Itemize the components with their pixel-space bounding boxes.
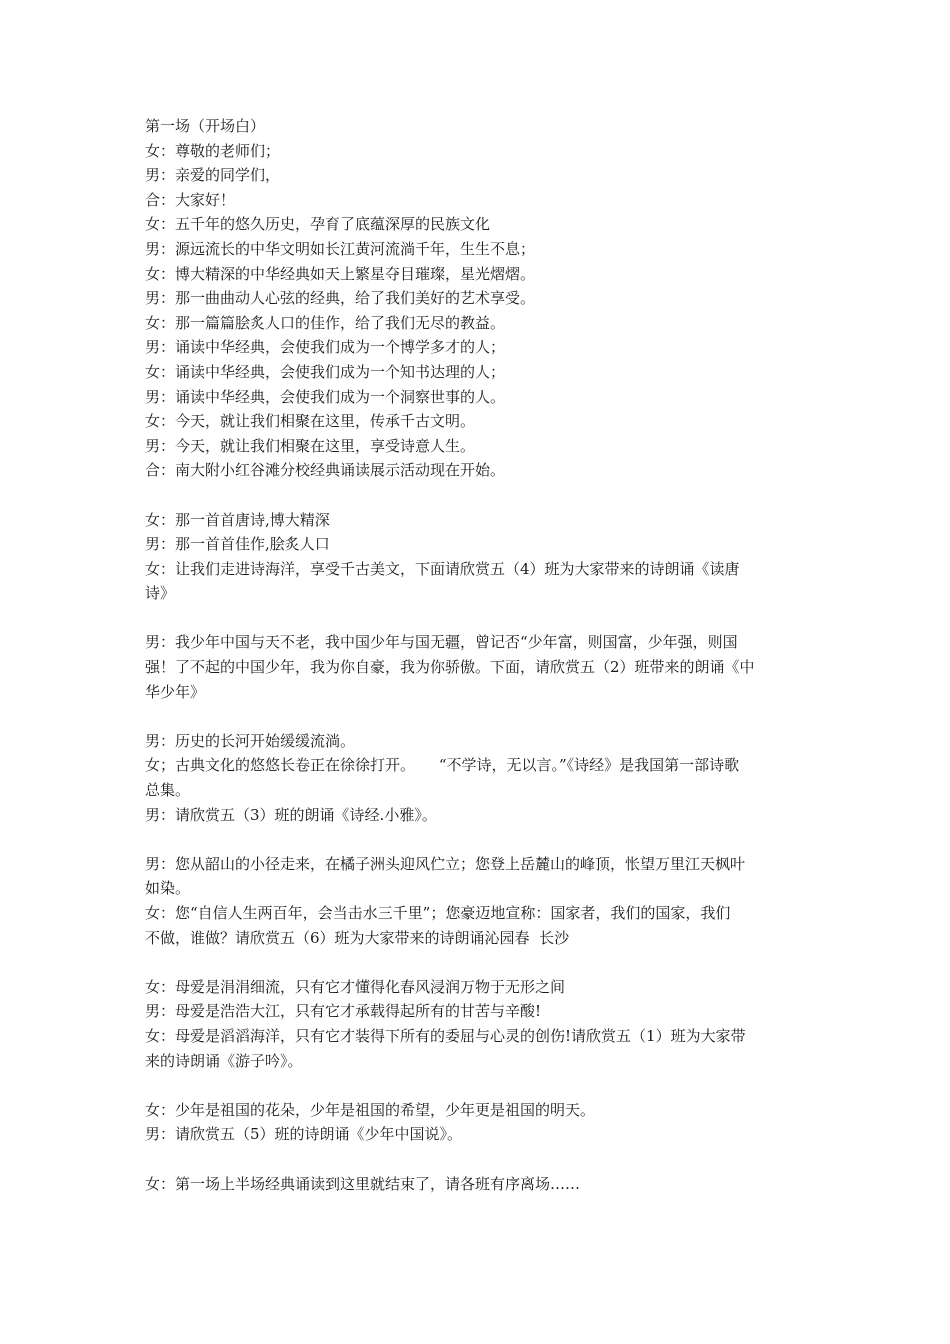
script-line: 男：诵读中华经典，会使我们成为一个博学多才的人；	[145, 338, 506, 357]
paragraph-gap	[145, 1147, 815, 1172]
script-line: 男：您从韶山的小径走来，在橘子洲头迎风伫立；您登上岳麓山的峰顶，怅望万里江天枫叶	[145, 854, 746, 873]
script-line: 男：今天，就让我们相聚在这里，享受诗意人生。	[145, 436, 476, 455]
script-line: 女：母爱是滔滔海洋，只有它才装得下所有的委屈与心灵的创伤!请欣赏五（1）班为大家带	[145, 1026, 746, 1045]
script-line: 女：诵读中华经典，会使我们成为一个知书达理的人；	[145, 362, 506, 381]
script-line: 男：母爱是浩浩大江，只有它才承载得起所有的甘苦与辛酸!	[145, 1002, 542, 1021]
script-line: 男：诵读中华经典，会使我们成为一个洞察世事的人。	[145, 387, 506, 406]
paragraph-gap	[145, 1073, 815, 1098]
script-line: 华少年》	[145, 682, 206, 701]
script-section	[145, 729, 815, 827]
script-line: 合：南大附小红谷滩分校经典诵读展示活动现在开始。	[145, 461, 506, 480]
script-line: 男：那一首首佳作,脍炙人口	[145, 535, 330, 554]
paragraph-gap	[145, 950, 815, 975]
script-section	[145, 630, 815, 704]
script-line: 女：第一场上半场经典诵读到这里就结束了，请各班有序离场……	[145, 1174, 581, 1193]
paragraph-gap	[145, 827, 815, 852]
script-line: 强！了不起的中国少年，我为你自豪，我为你骄傲。下面，请欣赏五（2）班带来的朗诵《中	[145, 658, 755, 677]
script-line: 来的诗朗诵《游子吟》。	[145, 1051, 303, 1070]
script-line: 合：大家好！	[145, 190, 236, 209]
script-line: 如染。	[145, 879, 191, 898]
paragraph-gap	[145, 606, 815, 631]
script-line: 女：那一首首唐诗,博大精深	[145, 510, 330, 529]
script-section	[145, 852, 815, 950]
script-line: 女：博大精深的中华经典如天上繁星夺目璀璨，星光熠熠。	[145, 264, 536, 283]
script-line: 总集。	[145, 781, 191, 800]
script-line: 男：历史的长河开始缓缓流淌。	[145, 731, 356, 750]
opening-section	[145, 114, 815, 483]
paragraph-gap	[145, 483, 815, 508]
script-line: 女：少年是祖国的花朵，少年是祖国的希望，少年更是祖国的明天。	[145, 1100, 596, 1119]
script-line: 女：五千年的悠久历史，孕育了底蕴深厚的民族文化	[145, 215, 491, 234]
paragraph-gap	[145, 704, 815, 729]
script-line: 不做，谁做？请欣赏五（6）班为大家带来的诗朗诵沁园春 长沙	[145, 928, 570, 947]
script-line: 女：让我们走进诗海洋，享受千古美文，下面请欣赏五（4）班为大家带来的诗朗诵《读唐	[145, 559, 740, 578]
script-line: 女：今天，就让我们相聚在这里，传承千古文明。	[145, 412, 476, 431]
script-section	[145, 508, 815, 606]
document-page	[145, 114, 815, 1196]
section-heading: 第一场（开场白）	[145, 117, 266, 135]
script-section	[145, 975, 815, 1073]
script-line: 男：请欣赏五（5）班的诗朗诵《少年中国说》。	[145, 1125, 463, 1144]
script-line: 男：亲爱的同学们，	[145, 166, 281, 185]
script-line: 诗》	[145, 584, 176, 603]
script-line: 男：我少年中国与天不老，我中国少年与国无疆，曾记否“少年富，则国富，少年强，则国	[145, 633, 738, 652]
script-line: 女：尊敬的老师们；	[145, 141, 281, 160]
script-line: 女：母爱是涓涓细流，只有它才懂得化春风浸润万物于无形之间	[145, 977, 566, 996]
script-line: 女：那一篇篇脍炙人口的佳作，给了我们无尽的教益。	[145, 313, 506, 332]
script-section	[145, 1172, 815, 1197]
script-line: 男：源远流长的中华文明如长江黄河流淌千年，生生不息；	[145, 239, 536, 258]
script-line: 女：您“自信人生两百年，会当击水三千里”；您豪迈地宣称：国家者，我们的国家，我们	[145, 904, 731, 922]
script-line: 男：那一曲曲动人心弦的经典，给了我们美好的艺术享受。	[145, 289, 536, 308]
script-line: 男：请欣赏五（3）班的朗诵《诗经.小雅》。	[145, 805, 437, 824]
script-section	[145, 1098, 815, 1147]
script-line: 女；古典文化的悠悠长卷正在徐徐打开。 “不学诗，无以言。”《诗经》是我国第一部诗歌	[145, 756, 740, 775]
